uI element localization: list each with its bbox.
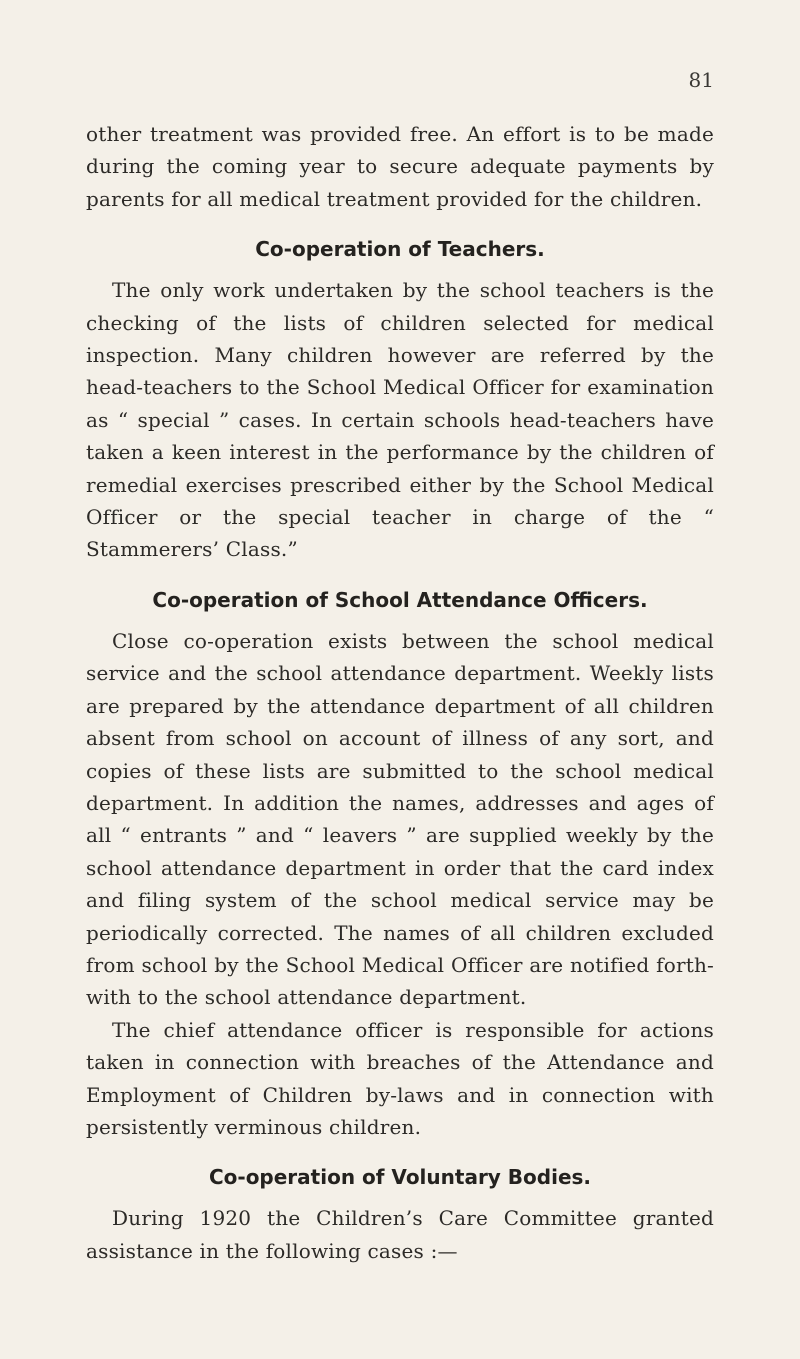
section-heading-attendance-officers: Co-operation of School Attendance Officers.: [152, 587, 648, 612]
page-body: [86, 118, 714, 1267]
voluntary-paragraph: During 1920 the Children’s Care Committee granted assistance in the following cases :—: [86, 1206, 714, 1263]
page-number: 81: [688, 68, 714, 92]
teachers-paragraph: The only work undertaken by the school teachers is the checking of the lists of children selected for medical inspection. Many children however are referred by the head-teachers to the School Medical Officer for examination as “ special ” cases. In certain schools head-teachers have taken a keen interest in the performance by the children of remedial exercises prescribed either by the School Medical Officer or the special teacher in charge of the “ Stammerers’ Class.”: [86, 278, 714, 562]
section-heading-teachers: Co-operation of Teachers.: [255, 237, 545, 262]
attendance-paragraph-1: Close co-operation exists between the school medical service and the school attendance department. Weekly lists are prepared by the attendance department of all children absent from school on account of illness of any sort, and copies of these lists are submitted to the school medical department. In addition the names, addresses and ages of all “ entrants ” and “ leavers ” are supplied weekly by the school attendance department in order that the card index and filing system of the school medical service may be periodically corrected. The names of all children excluded from school by the School Medical Officer are notified forth-with to the school attendance department.: [86, 628, 714, 1010]
section-heading-voluntary-bodies: Co-operation of Voluntary Bodies.: [208, 1165, 592, 1190]
intro-paragraph: other treatment was provided free. An effort is to be made during the coming year to secure adequate payments by parents for all medical treatment provided for the children.: [86, 122, 714, 211]
attendance-paragraph-2: The chief attendance officer is responsible for actions taken in connection with breaches of the Attendance and Employment of Children by-laws and in connection with persistently verminous children.: [86, 1017, 714, 1139]
